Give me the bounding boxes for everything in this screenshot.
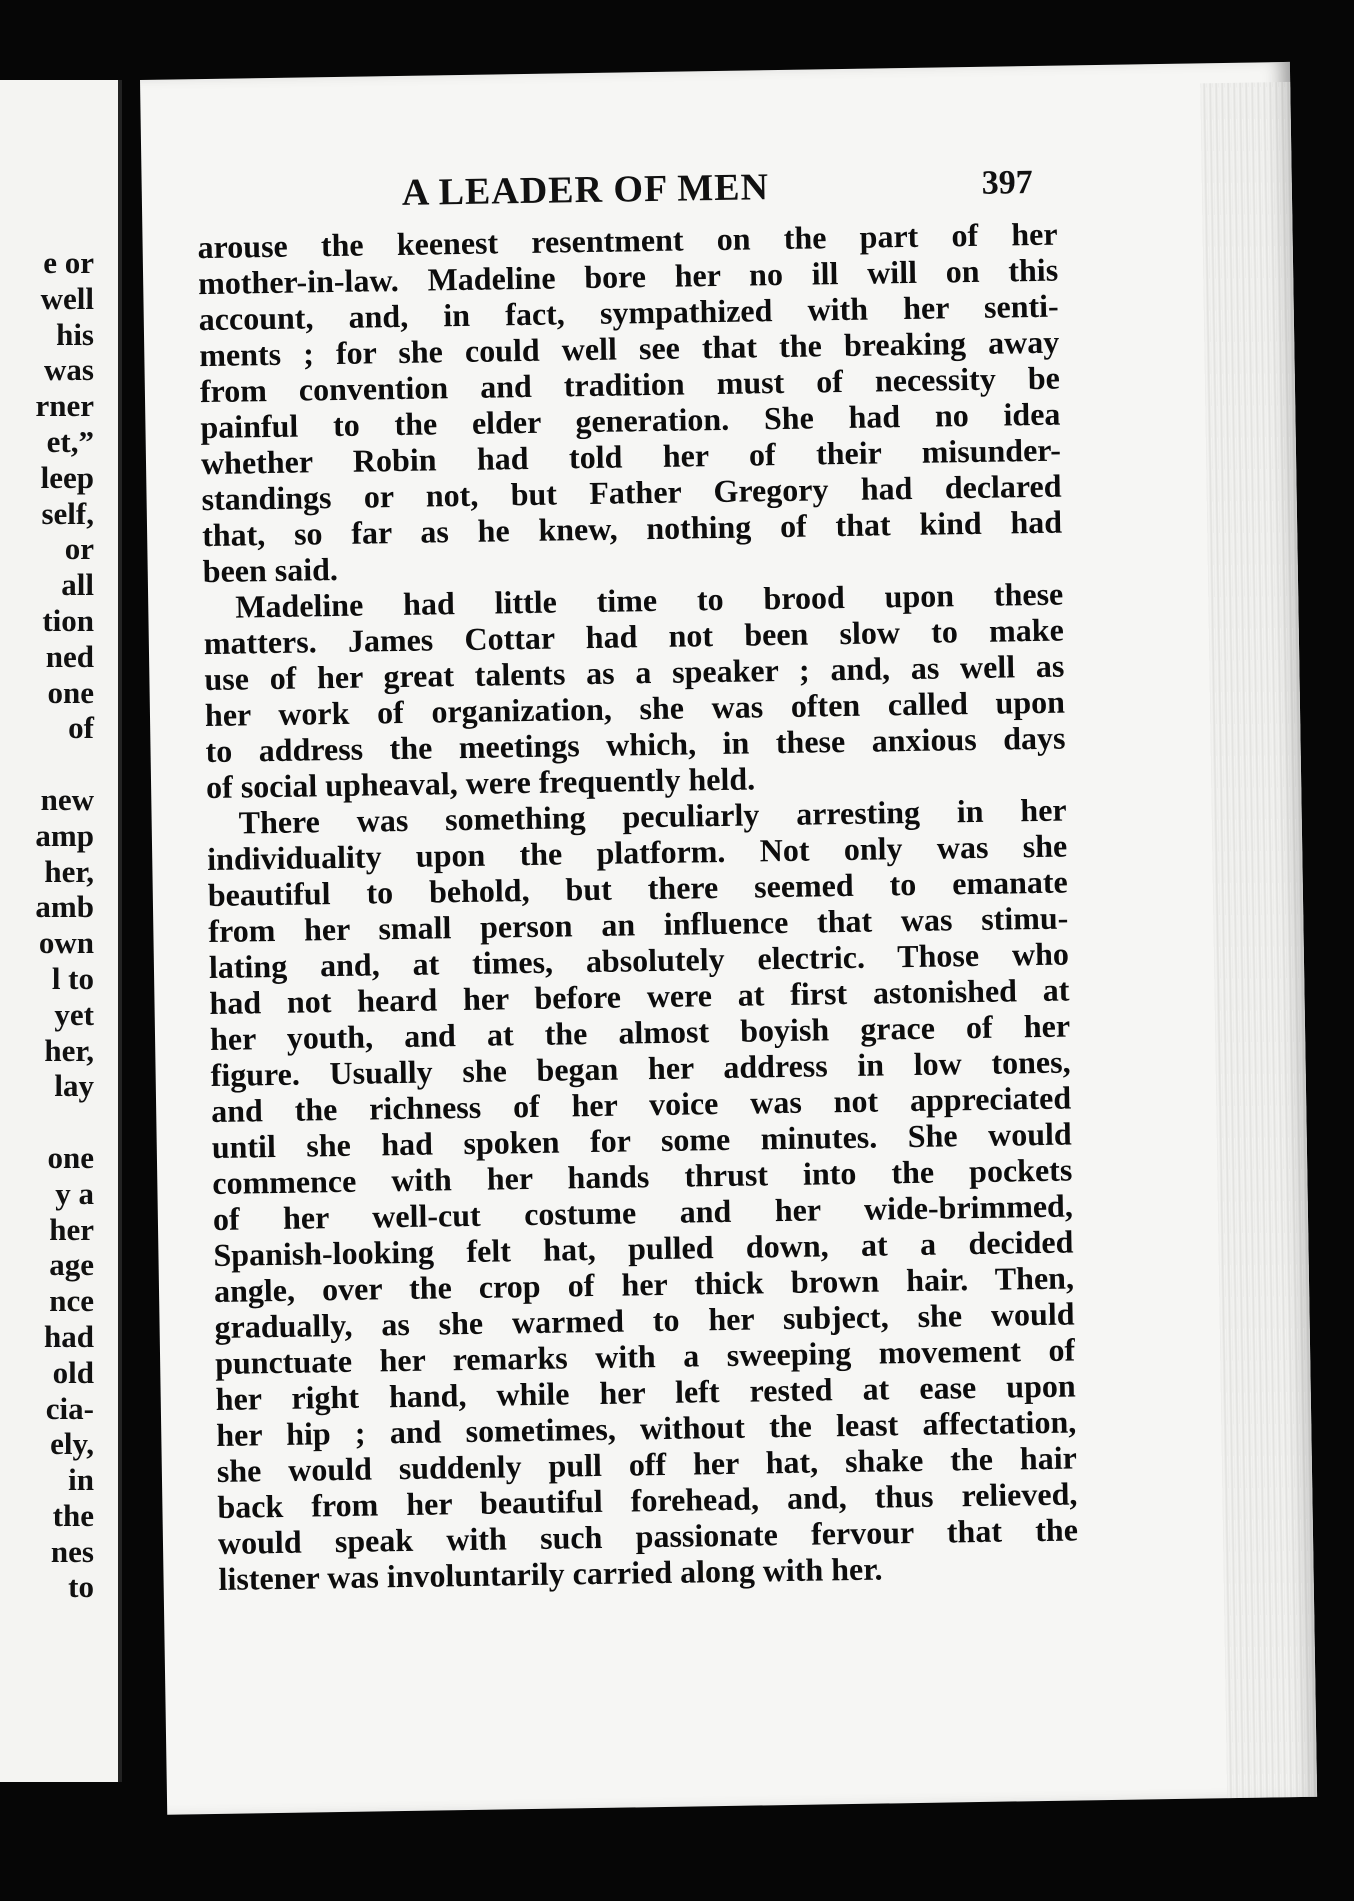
text-line: her hip ; and sometimes, without the least affectation, bbox=[216, 1403, 1077, 1453]
left-page-fragment: was bbox=[44, 352, 94, 388]
text-line: figure. Usually she began her address in low tones, bbox=[210, 1043, 1071, 1094]
paragraph bbox=[197, 216, 1063, 589]
body-text bbox=[197, 216, 1078, 1597]
book-page bbox=[140, 62, 1317, 1815]
left-page-fragment: y a bbox=[55, 1175, 94, 1211]
text-line: had not heard her before were at first astonished at bbox=[209, 971, 1070, 1022]
left-page-fragment: age bbox=[49, 1247, 94, 1283]
left-page-text-fragments bbox=[35, 245, 94, 1605]
text-line: arouse the keenest resentment on the part of her bbox=[197, 215, 1058, 266]
left-page-fragment: one bbox=[47, 674, 94, 710]
left-page-fragment: well bbox=[40, 280, 94, 316]
text-line: of social upheaval, were frequently held. bbox=[205, 760, 756, 806]
left-page-fragment: the bbox=[52, 1497, 94, 1533]
text-line: commence with her hands thrust into the pockets bbox=[212, 1151, 1073, 1201]
text-line: her work of organization, she was often called upon bbox=[204, 683, 1066, 734]
left-page-fragment: lay bbox=[54, 1068, 94, 1104]
text-line: punctuate her remarks with a sweeping movement of bbox=[214, 1331, 1076, 1381]
left-page-fragment: old bbox=[52, 1354, 94, 1390]
left-page-fragment: new bbox=[40, 781, 94, 817]
text-line: back from her beautiful forehead, and, thus relieved, bbox=[217, 1475, 1078, 1525]
text-line: ments ; for she could well see that the breaking away bbox=[199, 323, 1060, 374]
text-line: that, so far as he knew, nothing of that kind had bbox=[201, 503, 1063, 554]
left-page-fragment: et,” bbox=[46, 423, 94, 459]
text-line: her right hand, while her left rested at ease upon bbox=[215, 1367, 1076, 1417]
text-line: from her small person an influence that was stimu- bbox=[208, 899, 1069, 950]
text-line: would speak with such passionate fervour that the bbox=[217, 1511, 1079, 1561]
text-line: beautiful to behold, but there seemed to emanate bbox=[207, 863, 1068, 914]
left-page-fragment: amb bbox=[35, 889, 94, 925]
left-page-fragment: all bbox=[61, 567, 94, 603]
text-line: been said. bbox=[202, 550, 339, 590]
text-line: and the richness of her voice was not appreciated bbox=[210, 1079, 1072, 1130]
text-line: There was something peculiarly arresting in her bbox=[238, 791, 1067, 841]
text-line: Spanish-looking felt hat, pulled down, at a decided bbox=[213, 1223, 1074, 1273]
page-number: 397 bbox=[981, 163, 1034, 202]
left-page-fragment: her, bbox=[44, 853, 94, 889]
left-page-fragment: ned bbox=[45, 638, 94, 674]
left-page-fragment: nce bbox=[49, 1283, 94, 1319]
paragraph bbox=[206, 792, 1078, 1597]
left-page-fragment: had bbox=[44, 1318, 94, 1354]
left-page-fragment: own bbox=[38, 925, 94, 961]
text-line: use of her great talents as a speaker ; and, as well as bbox=[204, 647, 1065, 698]
text-line: whether Robin had told her of their misunder- bbox=[200, 431, 1062, 482]
text-line: Madeline had little time to brood upon these bbox=[235, 575, 1064, 625]
text-line: she would suddenly pull off her hat, shake the hair bbox=[216, 1439, 1078, 1489]
left-page-fragment: to bbox=[68, 1569, 94, 1605]
running-head: A LEADER OF MEN bbox=[401, 166, 770, 214]
left-page-fragment: or bbox=[64, 531, 94, 567]
text-line: individuality upon the platform. Not only was she bbox=[206, 827, 1068, 878]
text-line: painful to the elder generation. She had no idea bbox=[200, 395, 1061, 446]
left-page-fragment: rner bbox=[35, 388, 94, 424]
left-page-fragment: l to bbox=[51, 960, 94, 996]
left-facing-page bbox=[0, 80, 122, 1782]
text-line: matters. James Cottar had not been slow to make bbox=[203, 611, 1065, 662]
left-page-fragment: cia- bbox=[45, 1390, 94, 1426]
text-line: to address the meetings which, in these anxious days bbox=[205, 719, 1066, 770]
left-page-fragment: her, bbox=[44, 1032, 94, 1068]
text-line: lating and, at times, absolutely electric. Those who bbox=[208, 935, 1070, 986]
text-line: standings or not, but Father Gregory had declared bbox=[201, 467, 1062, 518]
left-page-fragment: of bbox=[68, 710, 94, 746]
left-page-fragment bbox=[35, 746, 94, 782]
left-page-fragment: yet bbox=[54, 996, 94, 1032]
text-line: listener was involuntarily carried along with her. bbox=[218, 1550, 883, 1597]
paragraph bbox=[203, 576, 1066, 805]
left-page-fragment: self, bbox=[41, 495, 94, 531]
text-line: angle, over the crop of her thick brown hair. Then, bbox=[213, 1259, 1075, 1309]
left-page-fragment: amp bbox=[35, 817, 94, 853]
left-page-fragment: ely, bbox=[50, 1426, 94, 1462]
left-page-fragment: in bbox=[68, 1462, 94, 1498]
left-page-fragment: tion bbox=[42, 602, 94, 638]
text-line: from convention and tradition must of necessity be bbox=[199, 359, 1061, 410]
page-edge-shadow bbox=[1200, 82, 1317, 1798]
left-page-fragment: nes bbox=[50, 1533, 94, 1569]
text-line: her youth, and at the almost boyish grace of her bbox=[209, 1007, 1071, 1058]
text-line: of her well-cut costume and her wide-brimmed, bbox=[212, 1187, 1074, 1237]
left-page-fragment: his bbox=[56, 316, 94, 352]
left-page-fragment: one bbox=[47, 1139, 94, 1175]
text-line: gradually, as she warmed to her subject, she would bbox=[214, 1295, 1075, 1345]
left-page-fragment: her bbox=[49, 1211, 94, 1247]
left-page-fragment bbox=[35, 1104, 94, 1140]
left-page-fragment: leep bbox=[40, 459, 94, 495]
text-line: account, and, in fact, sympathized with her senti- bbox=[198, 287, 1059, 338]
left-page-fragment: e or bbox=[43, 245, 94, 280]
text-line: until she had spoken for some minutes. She would bbox=[211, 1115, 1072, 1166]
text-line: mother-in-law. Madeline bore her no ill will on this bbox=[197, 251, 1059, 302]
